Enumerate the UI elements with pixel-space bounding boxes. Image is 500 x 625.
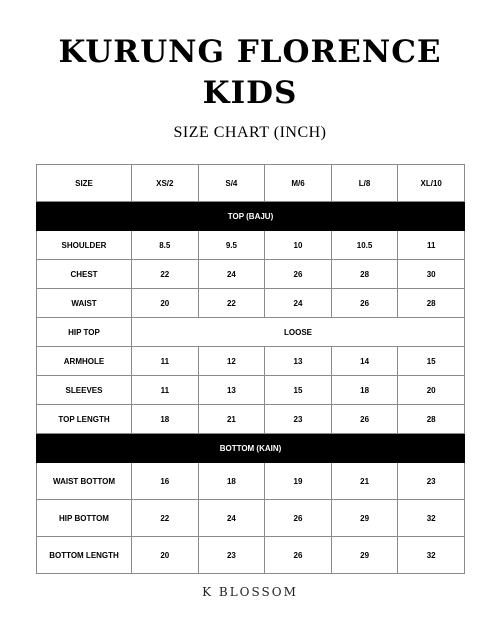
table-row bbox=[37, 500, 465, 537]
row-label: WAIST bbox=[37, 289, 132, 318]
table-cell: 21 bbox=[198, 405, 265, 434]
row-label: BOTTOM LENGTH bbox=[37, 537, 132, 574]
table-cell: 10 bbox=[265, 231, 332, 260]
page-title bbox=[0, 32, 500, 114]
table-cell: 22 bbox=[132, 260, 199, 289]
table-cell: 12 bbox=[198, 347, 265, 376]
table-cell: 28 bbox=[398, 405, 465, 434]
table-row bbox=[37, 405, 465, 434]
row-label: SLEEVES bbox=[37, 376, 132, 405]
table-cell: 24 bbox=[265, 289, 332, 318]
brand-logo: K BLOSSOM bbox=[202, 585, 298, 599]
table-cell: 18 bbox=[198, 463, 265, 500]
title-line-2: KIDS bbox=[202, 75, 298, 111]
table-cell: 22 bbox=[198, 289, 265, 318]
table-row bbox=[37, 231, 465, 260]
table-cell: 23 bbox=[198, 537, 265, 574]
table-header-row bbox=[37, 165, 465, 202]
column-header: SIZE bbox=[37, 165, 132, 202]
table-cell: 28 bbox=[398, 289, 465, 318]
column-header: XS/2 bbox=[132, 165, 199, 202]
table-cell: 26 bbox=[265, 500, 332, 537]
table-cell: 19 bbox=[265, 463, 332, 500]
table-cell: 16 bbox=[132, 463, 199, 500]
table-cell: 13 bbox=[265, 347, 332, 376]
table-cell: 18 bbox=[331, 376, 398, 405]
size-chart-subtitle: SIZE CHART (INCH) bbox=[173, 124, 327, 141]
row-label: WAIST BOTTOM bbox=[37, 463, 132, 500]
row-label: TOP LENGTH bbox=[37, 405, 132, 434]
row-label: HIP TOP bbox=[37, 318, 132, 347]
table-cell: 11 bbox=[132, 376, 199, 405]
section-header-top: TOP (BAJU) bbox=[37, 202, 465, 231]
table-cell: 18 bbox=[132, 405, 199, 434]
table-row bbox=[37, 289, 465, 318]
row-label: HIP BOTTOM bbox=[37, 500, 132, 537]
table-cell: 26 bbox=[265, 537, 332, 574]
table-cell: 20 bbox=[132, 537, 199, 574]
table-cell: 24 bbox=[198, 260, 265, 289]
table-cell: 26 bbox=[331, 289, 398, 318]
table-cell: 15 bbox=[398, 347, 465, 376]
table-cell: 29 bbox=[331, 500, 398, 537]
table-row bbox=[37, 347, 465, 376]
title-line-1: KURUNG FLORENCE bbox=[58, 34, 442, 70]
table-cell: 23 bbox=[398, 463, 465, 500]
section-row-bottom bbox=[37, 434, 465, 463]
column-header: S/4 bbox=[198, 165, 265, 202]
table-cell: 11 bbox=[132, 347, 199, 376]
column-header: L/8 bbox=[331, 165, 398, 202]
row-label: CHEST bbox=[37, 260, 132, 289]
table-cell: 21 bbox=[331, 463, 398, 500]
table-cell: 26 bbox=[331, 405, 398, 434]
table-cell: 24 bbox=[198, 500, 265, 537]
table-cell: 30 bbox=[398, 260, 465, 289]
column-header: M/6 bbox=[265, 165, 332, 202]
table-row bbox=[37, 376, 465, 405]
table-cell: 9.5 bbox=[198, 231, 265, 260]
table-row bbox=[37, 537, 465, 574]
table-cell: 15 bbox=[265, 376, 332, 405]
table-cell: 10.5 bbox=[331, 231, 398, 260]
table-row bbox=[37, 260, 465, 289]
table-cell-loose: LOOSE bbox=[132, 318, 465, 347]
table-cell: 22 bbox=[132, 500, 199, 537]
table-cell: 13 bbox=[198, 376, 265, 405]
table-cell: 29 bbox=[331, 537, 398, 574]
table-cell: 32 bbox=[398, 500, 465, 537]
table-cell: 14 bbox=[331, 347, 398, 376]
size-chart-table bbox=[36, 164, 465, 574]
table-cell: 11 bbox=[398, 231, 465, 260]
table-cell: 20 bbox=[398, 376, 465, 405]
table-cell: 28 bbox=[331, 260, 398, 289]
row-label: SHOULDER bbox=[37, 231, 132, 260]
table-row-hip-top bbox=[37, 318, 465, 347]
table-cell: 20 bbox=[132, 289, 199, 318]
table-cell: 23 bbox=[265, 405, 332, 434]
column-header: XL/10 bbox=[398, 165, 465, 202]
table-row bbox=[37, 463, 465, 500]
row-label: ARMHOLE bbox=[37, 347, 132, 376]
table-cell: 32 bbox=[398, 537, 465, 574]
section-row-top bbox=[37, 202, 465, 231]
section-header-bottom: BOTTOM (KAIN) bbox=[37, 434, 465, 463]
table-cell: 26 bbox=[265, 260, 332, 289]
table-cell: 8.5 bbox=[132, 231, 199, 260]
